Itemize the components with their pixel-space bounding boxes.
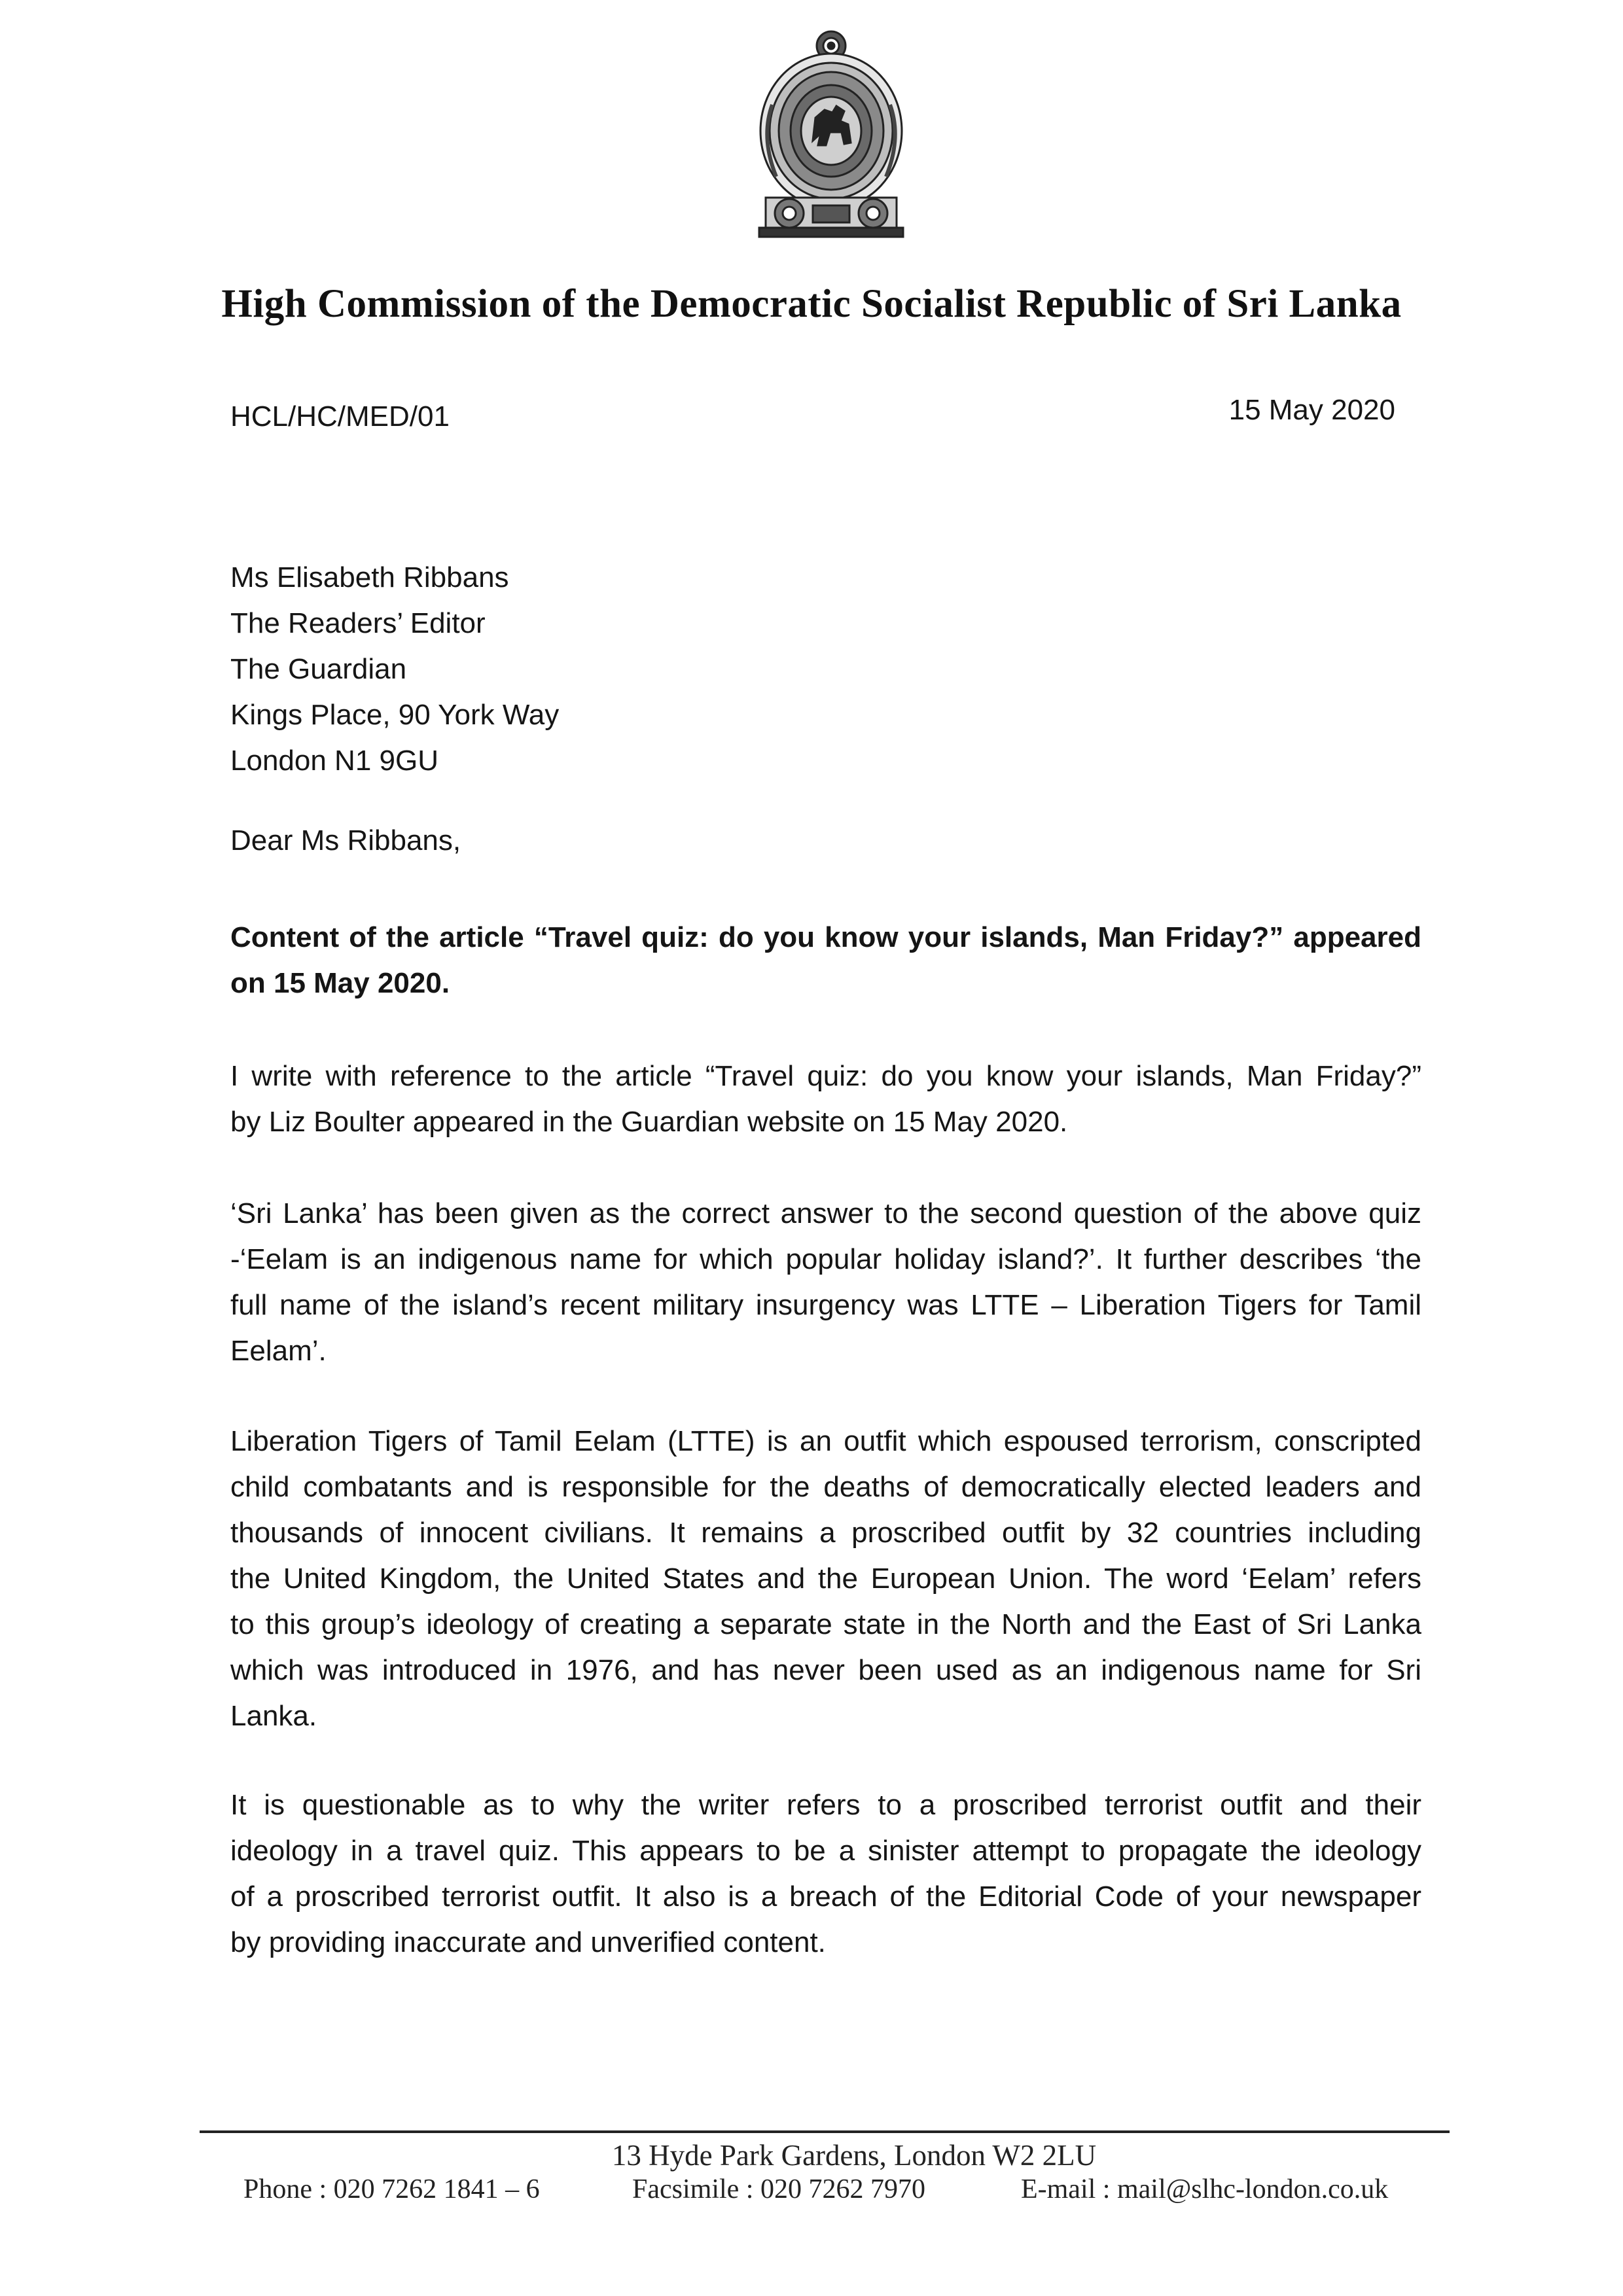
footer-phone: Phone : 020 7262 1841 – 6 xyxy=(243,2174,540,2204)
paragraph-line: the United Kingdom, the United States and the European Union. The word ‘Eelam’ refers xyxy=(230,1563,1421,1595)
paragraph-line: to this group’s ideology of creating a separate state in the North and the East of Sri Lanka xyxy=(230,1608,1421,1640)
paragraph-line: ideology in a travel quiz. This appears to be a sinister attempt to propagate the ideology xyxy=(230,1835,1421,1867)
paragraph-line: Eelam’. xyxy=(230,1335,327,1367)
paragraph-line: child combatants and is responsible for the deaths of democratically elected leaders and xyxy=(230,1471,1421,1503)
paragraph-line: I write with reference to the article “Travel quiz: do you know your islands, Man Friday?” xyxy=(230,1060,1421,1092)
paragraph-line: of a proscribed terrorist outfit. It also is a breach of the Editorial Code of your newspaper xyxy=(230,1881,1421,1913)
paragraph-line: full name of the island’s recent military insurgency was LTTE – Liberation Tigers for Tamil xyxy=(230,1289,1421,1321)
footer-address: 13 Hyde Park Gardens, London W2 2LU xyxy=(611,2139,1097,2172)
sri-lanka-emblem-icon xyxy=(753,26,910,242)
paragraph-line: by Liz Boulter appeared in the Guardian website on 15 May 2020. xyxy=(230,1106,1068,1138)
recipient-position: The Readers’ Editor xyxy=(230,607,486,639)
paragraph-line: -‘Eelam is an indigenous name for which popular holiday island?’. It further describes ‘the xyxy=(230,1243,1421,1275)
paragraph-4 xyxy=(230,1782,1421,1966)
paragraph-3 xyxy=(230,1419,1421,1739)
paragraph-line: which was introduced in 1976, and has never been used as an indigenous name for Sri xyxy=(230,1654,1421,1686)
salutation: Dear Ms Ribbans, xyxy=(230,824,461,857)
paragraph-1 xyxy=(230,1053,1421,1145)
paragraph-line: by providing inaccurate and unverified content. xyxy=(230,1926,826,1958)
subject-line-2: on 15 May 2020. xyxy=(230,967,450,999)
footer-fax: Facsimile : 020 7262 7970 xyxy=(632,2174,925,2204)
recipient-name: Ms Elisabeth Ribbans xyxy=(230,561,509,593)
reference-number: HCL/HC/MED/01 xyxy=(230,400,450,433)
paragraph-line: Liberation Tigers of Tamil Eelam (LTTE) is an outfit which espoused terrorism, conscripted xyxy=(230,1425,1421,1457)
paragraph-line: It is questionable as to why the writer refers to a proscribed terrorist outfit and their xyxy=(230,1789,1421,1821)
recipient-address xyxy=(230,555,559,784)
letterhead-title: High Commission of the Democratic Socialist Republic of Sri Lanka xyxy=(221,282,1402,326)
paragraph-line: ‘Sri Lanka’ has been given as the correct answer to the second question of the above quiz xyxy=(230,1197,1421,1229)
letter-date: 15 May 2020 xyxy=(1228,394,1395,426)
paragraph-line: Lanka. xyxy=(230,1700,317,1732)
paragraph-2 xyxy=(230,1191,1421,1374)
recipient-organisation: The Guardian xyxy=(230,653,407,685)
footer-email: E-mail : mail@slhc-london.co.uk xyxy=(1021,2174,1389,2204)
recipient-city: London N1 9GU xyxy=(230,745,438,777)
subject-line-1: Content of the article “Travel quiz: do you know your islands, Man Friday?” appeared xyxy=(230,921,1421,953)
paragraph-line: thousands of innocent civilians. It remains a proscribed outfit by 32 countries including xyxy=(230,1517,1421,1549)
footer-divider xyxy=(200,2130,1450,2133)
subject-line xyxy=(230,915,1421,1006)
recipient-street: Kings Place, 90 York Way xyxy=(230,699,560,731)
